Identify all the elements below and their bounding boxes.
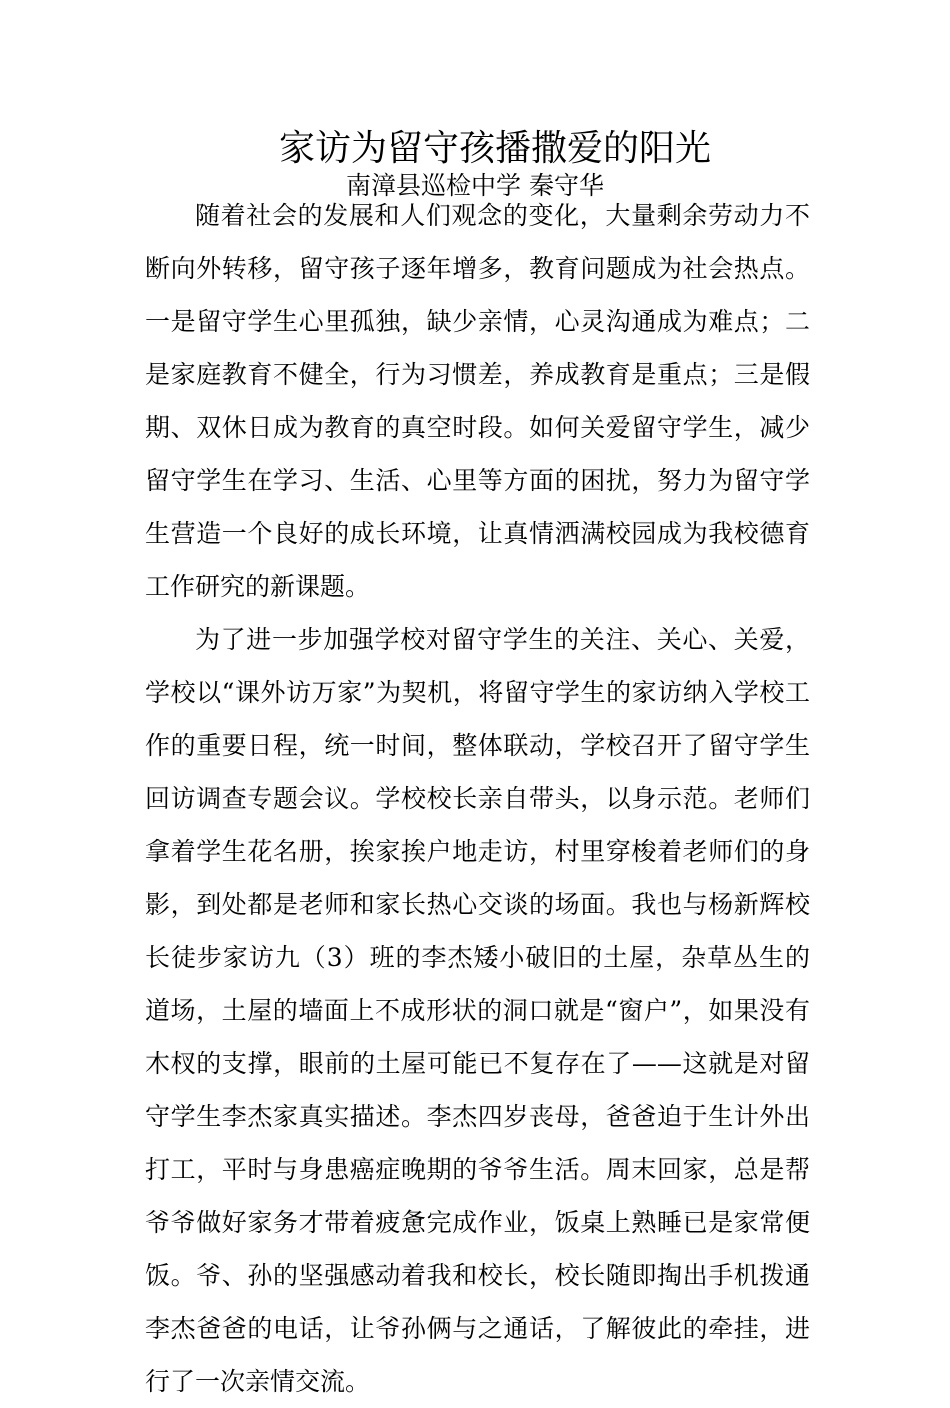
document-title: 家访为留守孩播撒爱的阳光 (278, 128, 711, 169)
paragraph-2: 为了进一步加强学校对留守学生的关注、关心、关爱，学校以“课外访万家”为契机，将留守学生的家访纳入学校工作的重要日程，统一时间，整体联动，学校召开了留守学生回访调查专题会议。学校校长亲自带头，以身示范。老师们拿着学生花名册，挨家挨户地走访，村里穿梭着老师们的身影，到处都是老师和家长热心交谈的场面。我也与杨新辉校长徒步家访九（3）班的李杰矮小破旧的土屋，杂草丛生的道场，土屋的墙面上不成形状的洞口就是“窗户”，如果没有木杈的支撑，眼前的土屋可能已不复存在了——这就是对留守学生李杰家真实描述。李杰四岁丧母，爸爸迫于生计外出打工，平时与身患癌症晚期的爷爷生活。周末回家，总是帮爷爷做好家务才带着疲惫完成作业，饭桌上熟睡已是家常便饭。爷、孙的坚强感动着我和校长，校长随即掏出手机拨通李杰爸爸的电话，让爷孙俩与之通话，了解彼此的牵挂，进行了一次亲情交流。 (145, 625, 810, 1396)
document-author: 南漳县巡检中学 秦守华 (346, 171, 604, 200)
paragraph-1: 随着社会的发展和人们观念的变化，大量剩余劳动力不断向外转移，留守孩子逐年增多，教育问题成为社会热点。一是留守学生心里孤独，缺少亲情，心灵沟通成为难点；二是家庭教育不健全，行为习惯差，养成教育是重点；三是假期、双休日成为教育的真空时段。如何关爱留守学生，减少留守学生在学习、生活、心里等方面的困扰，努力为留守学生营造一个良好的成长环境，让真情洒满校园成为我校德育工作研究的新课题。 (145, 201, 810, 601)
document-body (145, 189, 810, 1408)
